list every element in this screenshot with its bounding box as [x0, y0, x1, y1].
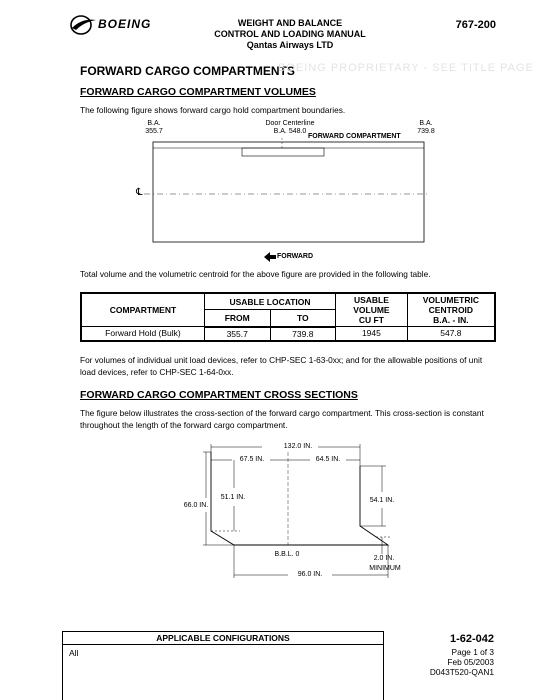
page-title: FORWARD CARGO COMPARTMENTS	[80, 64, 295, 78]
door-label-text: Door Centerline	[265, 120, 315, 127]
watermark: BOEING PROPRIETARY - SEE TITLE PAGE	[278, 62, 534, 74]
col-compartment: COMPARTMENT	[81, 293, 204, 327]
dim-left-width: 67.5 IN.	[239, 456, 265, 463]
col-to: TO	[270, 310, 336, 327]
ba-left-label	[134, 120, 174, 136]
document-id: D043T520-QAN1	[429, 667, 494, 677]
cell-centroid: 547.8	[407, 327, 495, 341]
ba-right-label	[406, 120, 446, 136]
volume-table	[80, 292, 496, 342]
cross-sections-heading: FORWARD CARGO COMPARTMENT CROSS SECTIONS	[80, 389, 358, 401]
cell-to: 739.8	[270, 327, 336, 341]
volumes-outro: Total volume and the volumetric centroid for the above figure are provided in the following table.	[80, 269, 431, 279]
volumes-heading: FORWARD CARGO COMPARTMENT VOLUMES	[80, 86, 316, 98]
forward-label: FORWARD	[277, 253, 314, 260]
ba-left-label-text: B.A.	[147, 120, 161, 127]
col-centroid	[407, 293, 495, 327]
door-opening	[242, 148, 324, 156]
ba-left-value: 355.7	[145, 128, 163, 135]
forward-compartment-label: FORWARD COMPARTMENT	[308, 133, 401, 140]
col-centroid-line-3: B.A. - IN.	[433, 315, 469, 325]
revision-date: Feb 05/2003	[447, 657, 494, 667]
col-usable-location: USABLE LOCATION	[204, 293, 335, 310]
manual-title-line-3: Qantas Airways LTD	[246, 40, 334, 50]
volumes-intro: The following figure shows forward cargo hold compartment boundaries.	[80, 105, 346, 115]
col-usable-volume-line-1: USABLE	[353, 295, 389, 305]
dim-right-width: 64.5 IN.	[315, 456, 341, 463]
door-value: B.A. 548.0	[273, 128, 307, 135]
forward-arrow-icon	[264, 252, 276, 262]
dim-total-height: 66.0 IN.	[183, 502, 209, 509]
cross-sections-text: The figure below illustrates the cross-section of the forward cargo compartment. This cross-section is constant throughout the length of the forward cargo compartment.	[80, 408, 484, 430]
applicable-configurations-box	[62, 631, 384, 700]
dim-minimum-label: MINIMUM	[369, 565, 401, 572]
config-value: All	[69, 648, 79, 658]
dim-minimum: 2.0 IN.	[373, 555, 395, 562]
logo-wordmark: BOEING	[98, 17, 152, 31]
uld-note: For volumes of individual unit load devices, refer to CHP-SEC 1-63-0xx; and for the allowable positions of unit load devices, refer to CHP-SEC 1-64-0xx.	[80, 355, 483, 377]
col-usable-volume-line-2: VOLUME	[353, 305, 390, 315]
aircraft-model: 767-200	[455, 19, 496, 31]
manual-title	[190, 18, 390, 51]
page-of: Page 1 of 3	[451, 647, 494, 657]
ba-right-value: 739.8	[417, 128, 435, 135]
compartment-plan-figure	[130, 138, 440, 250]
dim-total-width: 132.0 IN.	[283, 443, 313, 450]
manual-title-line-1: WEIGHT AND BALANCE	[237, 18, 343, 28]
boeing-logo-icon	[68, 14, 98, 36]
page-number: 1-62-042	[449, 633, 494, 645]
col-usable-volume	[336, 293, 408, 327]
cell-volume: 1945	[336, 327, 408, 341]
page-info	[430, 647, 494, 677]
table-row	[81, 327, 495, 341]
section-outline-right	[288, 466, 388, 545]
manual-title-line-2: CONTROL AND LOADING MANUAL	[214, 29, 366, 39]
dim-left-height: 51.1 IN.	[220, 494, 246, 501]
col-centroid-line-2: CENTROID	[428, 305, 474, 315]
dim-bbl: B.B.L. 0	[274, 551, 300, 558]
col-from: FROM	[204, 310, 270, 327]
dim-floor-width: 96.0 IN.	[297, 571, 323, 578]
boeing-logo	[68, 14, 178, 36]
col-centroid-line-1: VOLUMETRIC	[422, 295, 479, 305]
centerline-symbol: ℄	[136, 187, 143, 198]
dim-right-height: 54.1 IN.	[369, 497, 395, 504]
compartment-outline	[153, 142, 424, 242]
col-usable-volume-line-3: CU FT	[358, 315, 384, 325]
cell-compartment: Forward Hold (Bulk)	[81, 327, 204, 341]
cell-from: 355.7	[204, 327, 270, 341]
config-heading: APPLICABLE CONFIGURATIONS	[63, 632, 383, 645]
ba-right-label-text: B.A.	[419, 120, 433, 127]
table-header-row	[81, 293, 495, 310]
